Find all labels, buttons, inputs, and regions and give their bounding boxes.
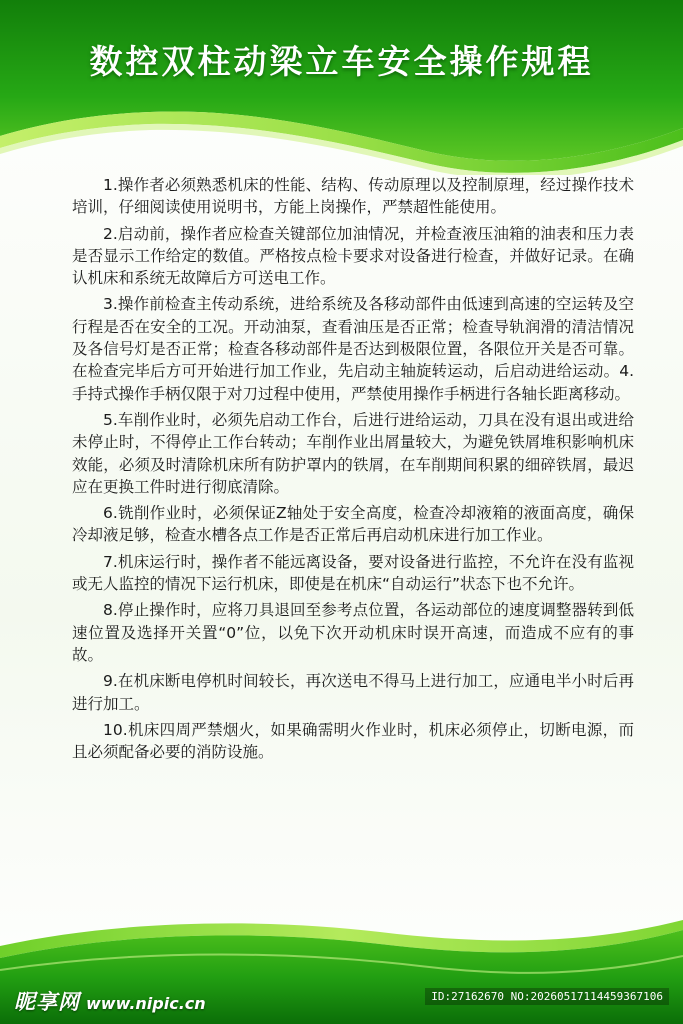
rule-paragraph-1: 1.操作者必须熟悉机床的性能、结构、传动原理以及控制原理，经过操作技术培训，仔细阅读使用说明书，方能上岗操作，严禁超性能使用。 — [72, 176, 634, 217]
watermark-logo — [14, 986, 206, 1012]
rule-paragraph-8: 8.停止操作时，应将刀具退回至参考点位置，各运动部位的速度调整器转到低速位置及选择开关置“0”位，以免下次开动机床时误开高速，而造成不应有的事故。 — [72, 601, 634, 664]
header-banner — [0, 0, 683, 175]
rule-paragraph-3: 3.操作前检查主传动系统，进给系统及各移动部件由低速到高速的空运转及空行程是否在安全的工况。开动油泵，查看油压是否正常；检查导轨润滑的清洁情况及各信号灯是否正常；检查各移动部件是否达到极限位置，各限位开关是否可靠。在检查完毕后方可开始进行加工作业，先启动主轴旋转运动，后启动进给运动。4.手持式操作手柄仅限于对刀过程中使用，严禁使用操作手柄进行各轴长距离移动。 — [72, 295, 634, 403]
rule-paragraph-5: 5.车削作业时，必须先启动工作台，后进行进给运动，刀具在没有退出或进给未停止时，不得停止工作台转动；车削作业出屑量较大，为避免铁屑堆积影响机床效能，必须及时清除机床所有防护罩内的铁屑，在车削期间积累的细碎铁屑，最迟应在更换工件时进行彻底清除。 — [72, 410, 634, 496]
logo-url: www.nipic.cn — [86, 994, 206, 1013]
rule-paragraph-7: 7.机床运行时，操作者不能远离设备，要对设备进行监控，不允许在没有监视或无人监控的情况下运行机床，即使是在机床“自动运行”状态下也不允许。 — [72, 552, 634, 594]
rule-paragraph-9: 9.在机床断电停机时间较长，再次送电不得马上进行加工，应通电半小时后再进行加工。 — [72, 672, 634, 713]
rule-paragraph-2: 2.启动前，操作者应检查关键部位加油情况，并检查液压油箱的油表和压力表是否显示工作给定的数值。严格按点检卡要求对设备进行检查，并做好记录。在确认机床和系统无故障后方可送电工作。 — [72, 224, 634, 288]
logo-text: 昵享网 — [14, 990, 80, 1014]
rules-content — [72, 174, 634, 767]
page-title: 数控双柱动梁立车安全操作规程 — [89, 42, 594, 81]
image-id-label: ID:27162670 NO:20260517114459367106 — [425, 988, 669, 1005]
rule-paragraph-6: 6.铣削作业时，必须保证Z轴处于安全高度，检查冷却液箱的液面高度，确保冷却液足够，检查水槽各点工作是否正常后再启动机床进行加工作业。 — [72, 504, 634, 545]
header-wave-graphic — [0, 0, 683, 175]
rule-paragraph-10: 10.机床四周严禁烟火，如果确需明火作业时，机床必须停止，切断电源，而且必须配备必要的消防设施。 — [72, 720, 634, 762]
